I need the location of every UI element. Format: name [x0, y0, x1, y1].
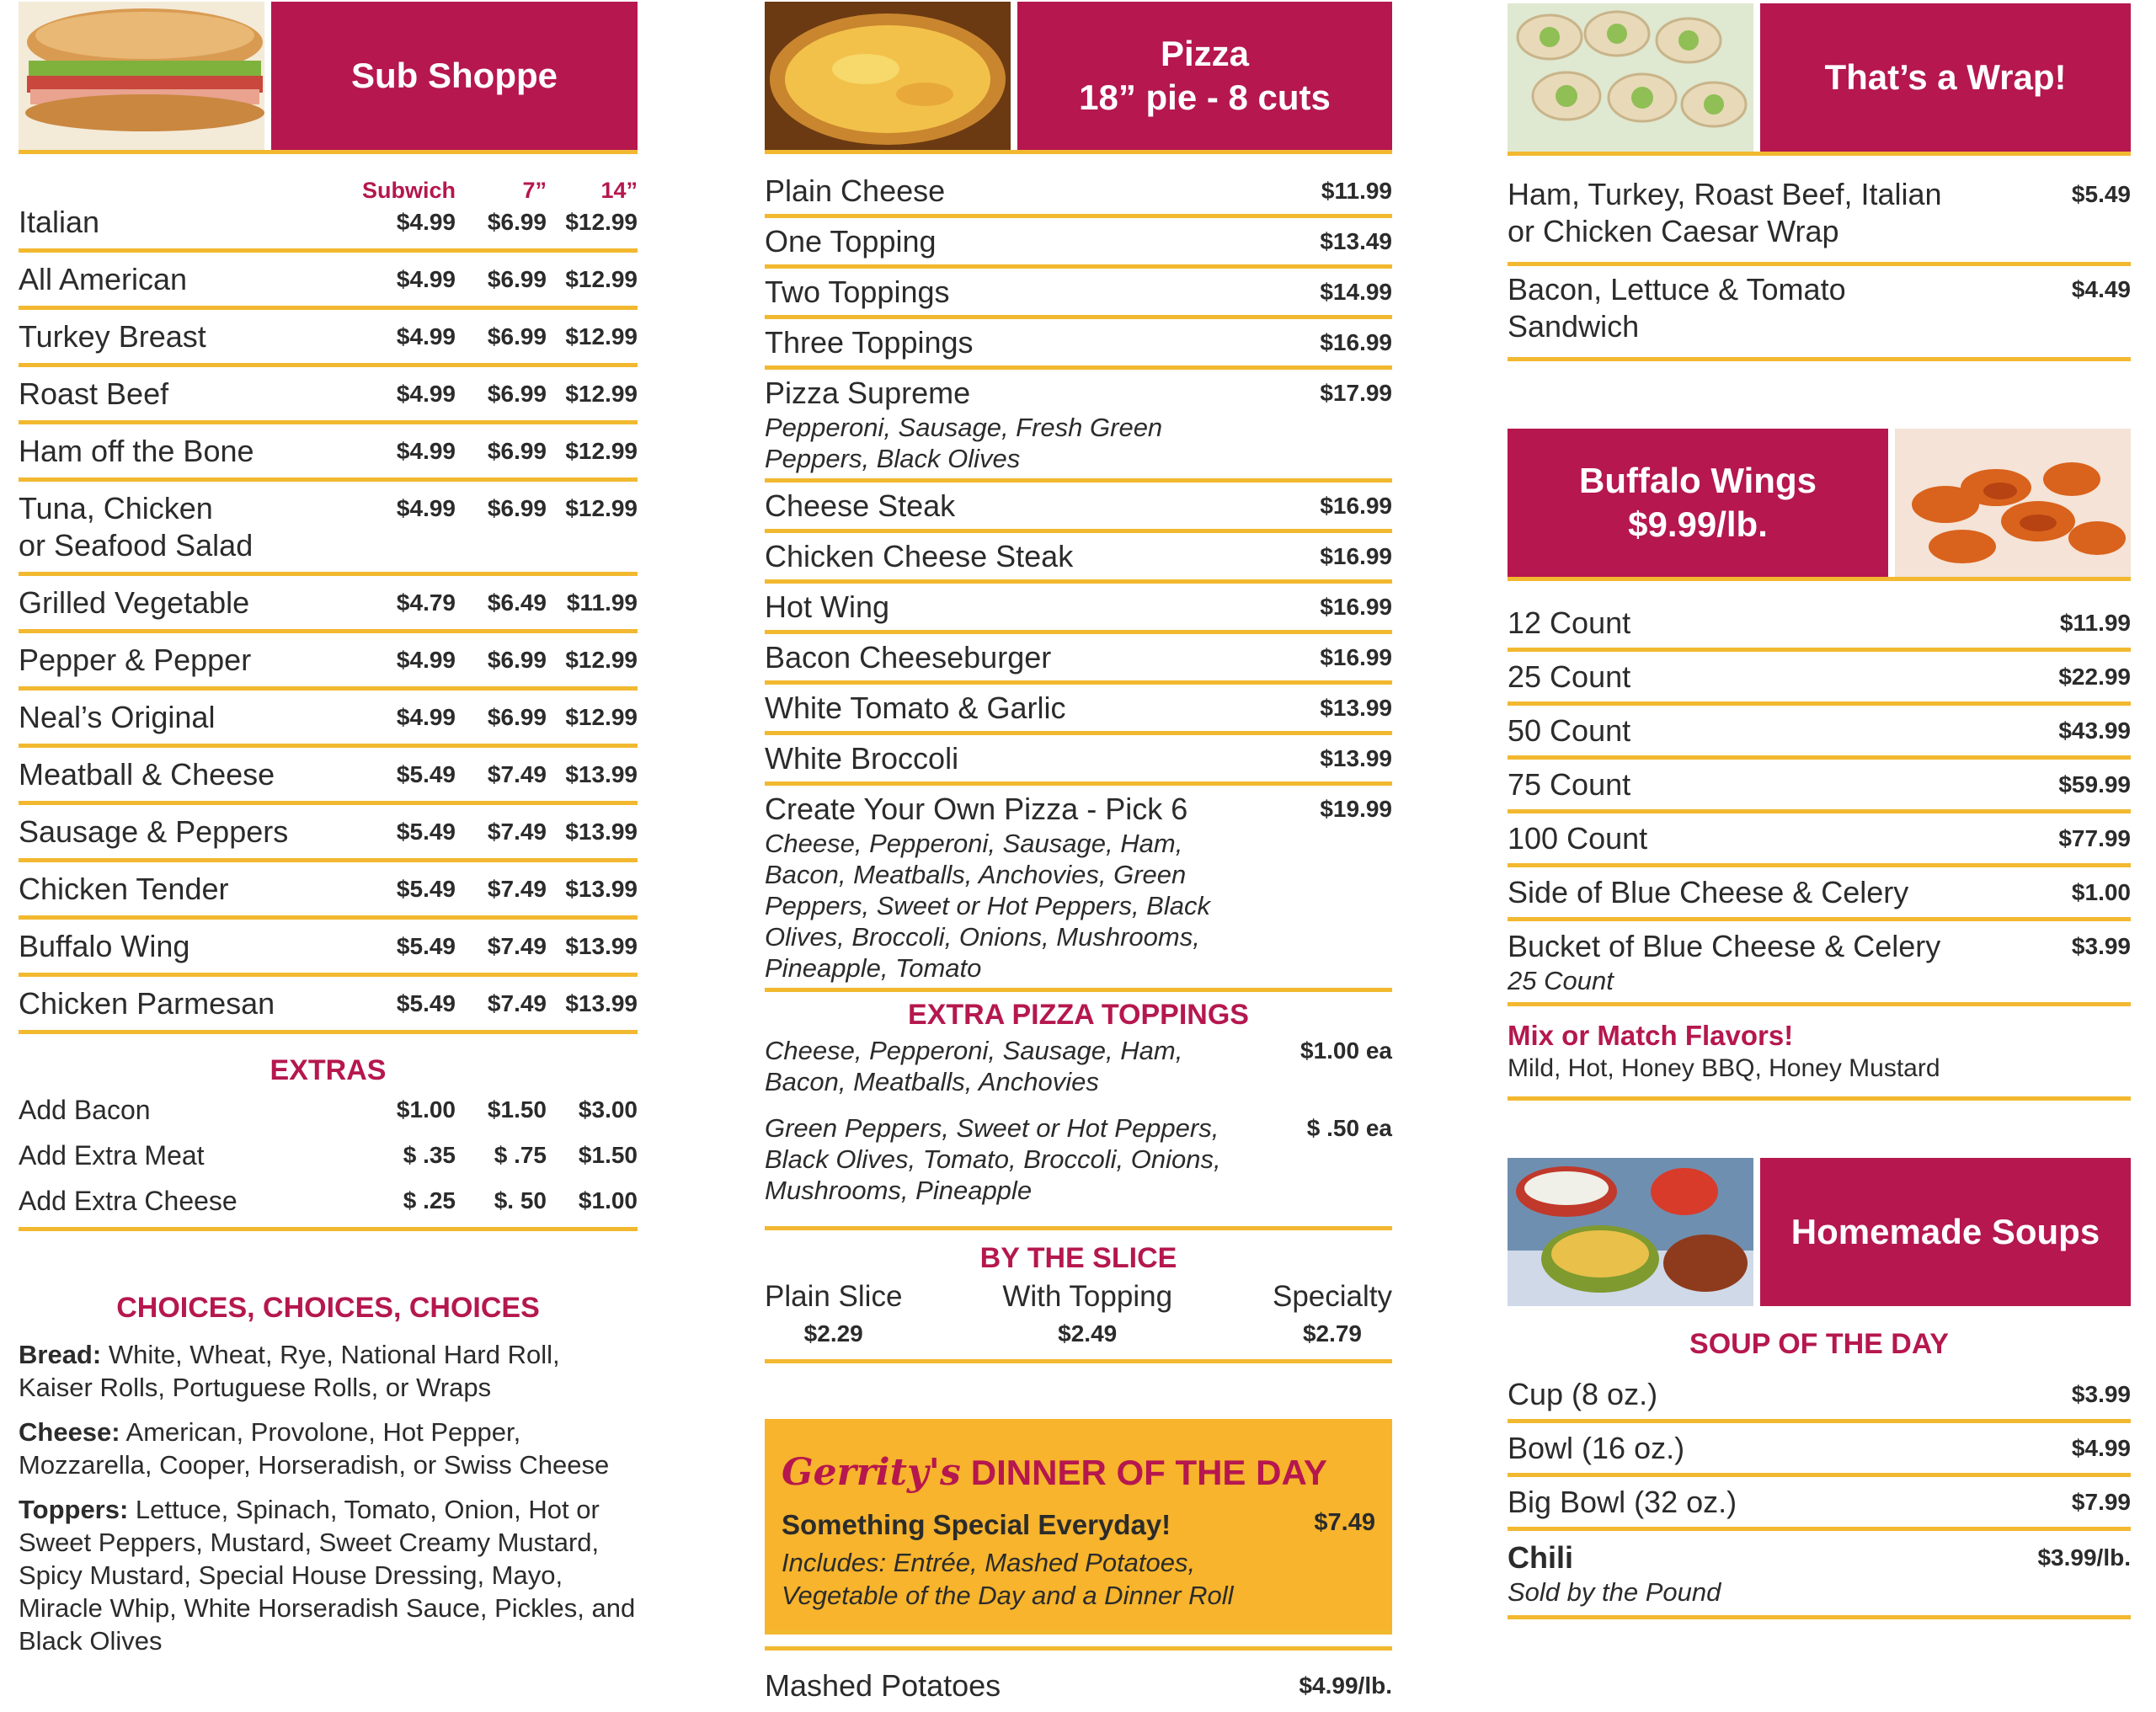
item-name-block [1508, 176, 2038, 250]
item-name: Hot Wing [765, 589, 890, 624]
pizza-item-row [765, 168, 1392, 218]
pizza-column [765, 0, 1392, 1712]
item-name-block [765, 274, 1274, 311]
item-price: $11.99 [2059, 610, 2131, 636]
sub-sandwich-photo [19, 2, 264, 150]
item-name-block [765, 690, 1274, 727]
extras-list [19, 1087, 638, 1224]
item-name: One Topping [765, 224, 937, 259]
sub-item-list [19, 204, 638, 1034]
dinner-title-row [782, 1419, 1375, 1494]
item-name-block [765, 375, 1274, 474]
item-name: Sausage & Peppers [19, 814, 289, 849]
extra-row [19, 1178, 638, 1224]
item-name: Ham, Turkey, Roast Beef, Italian [1508, 177, 1942, 211]
sub-item-row [19, 253, 638, 310]
item-price: $3.00 [578, 1096, 638, 1123]
slice-price: $2.29 [803, 1320, 863, 1347]
item-price: $16.99 [1320, 644, 1392, 670]
sub-shoppe-column [19, 0, 638, 1657]
item-name-block [19, 376, 356, 413]
item-price: $5.49 [396, 990, 456, 1016]
item-name: Turkey Breast [19, 319, 206, 354]
item-name-block [19, 584, 356, 621]
item-name: Side of Blue Cheese & Celery [1508, 875, 1909, 909]
soups-title: Homemade Soups [1760, 1158, 2131, 1306]
item-price: $6.49 [487, 589, 547, 616]
item-price: $4.99 [396, 704, 456, 730]
item-name: Italian [19, 205, 100, 239]
divider [19, 150, 638, 154]
pizza-header [765, 2, 1392, 150]
chili-name-block [1508, 1539, 2037, 1608]
sub-item-row [19, 805, 638, 862]
item-price: $12.99 [565, 495, 638, 521]
sub-shoppe-title: Sub Shoppe [271, 2, 638, 150]
item-name: Add Extra Cheese [19, 1186, 237, 1216]
divider [19, 1227, 638, 1231]
item-name: Mashed Potatoes [765, 1668, 1001, 1703]
item-price: $4.49 [2071, 276, 2131, 302]
item-name: Create Your Own Pizza - Pick 6 [765, 792, 1188, 826]
extra-topping-row [765, 1032, 1392, 1109]
item-name: Ham off the Bone [19, 434, 254, 468]
item-price: $16.99 [1320, 493, 1392, 519]
item-price: $77.99 [2058, 825, 2131, 851]
dinner-headline-row [782, 1509, 1375, 1541]
soup-of-the-day-title: SOUP OF THE DAY [1689, 1328, 1949, 1360]
chili-row [1508, 1531, 2131, 1619]
extra-toppings-title: EXTRA PIZZA TOPPINGS [908, 999, 1249, 1031]
item-name-block [19, 699, 356, 736]
slice-prices [765, 1280, 1392, 1347]
item-price: $4.79 [396, 589, 456, 616]
item-name-block [765, 740, 1274, 777]
item-name: Tuna, Chicken [19, 491, 213, 525]
item-name: Three Toppings [765, 325, 974, 360]
item-price: $16.99 [1320, 329, 1392, 355]
item-price: $12.99 [565, 647, 638, 673]
bread-text: White, Wheat, Rye, National Hard Roll, Kaiser Rolls, Portuguese Rolls, or Wraps [19, 1340, 560, 1402]
item-name: Chili [1508, 1540, 1573, 1575]
item-price: $6.99 [487, 266, 547, 292]
wings-title [1508, 429, 1888, 577]
dinner-description: Includes: Entrée, Mashed Potatoes, Vegetable of the Day and a Dinner Roll [782, 1548, 1234, 1610]
sub-item-row [19, 367, 638, 424]
item-name-block [1508, 659, 2021, 696]
item-name: 75 Count [1508, 767, 1631, 802]
item-price: $5.49 [396, 933, 456, 959]
item-name: 100 Count [1508, 821, 1648, 856]
item-description: 25 Count [1508, 966, 1614, 995]
item-name-block [765, 639, 1274, 676]
item-description: Green Peppers, Sweet or Hot Peppers, Black Olives, Tomato, Broccoli, Onions, Mushrooms, Pineapple [765, 1113, 1221, 1205]
item-name: Buffalo Wing [19, 929, 190, 963]
pizza-item-row [765, 685, 1392, 735]
item-price: $13.99 [565, 761, 638, 787]
item-name-block [19, 985, 356, 1022]
item-name-block [19, 490, 356, 564]
item-price: $6.99 [487, 381, 547, 407]
item-name: Chicken Tender [19, 872, 229, 906]
item-price: $12.99 [565, 266, 638, 292]
pizza-title-line1: Pizza [1160, 34, 1250, 73]
item-price: $12.99 [565, 438, 638, 464]
sub-item-row [19, 691, 638, 748]
item-name-block [1508, 605, 2021, 642]
bread-label: Bread: [19, 1340, 102, 1369]
mashed-potatoes-row [765, 1659, 1392, 1712]
item-price: $6.99 [487, 495, 547, 521]
item-price: $4.99 [396, 438, 456, 464]
item-price: $5.49 [2071, 181, 2131, 207]
pizza-item-row [765, 483, 1392, 533]
item-price: $16.99 [1320, 543, 1392, 569]
pizza-item-list [765, 168, 1392, 992]
bread-choices [19, 1338, 638, 1404]
item-name-block [1508, 820, 2021, 857]
item-name: Roast Beef [19, 376, 169, 411]
item-price: $43.99 [2058, 717, 2131, 744]
slice-label: Plain Slice [765, 1280, 903, 1313]
item-price: $11.99 [566, 589, 638, 616]
item-price: $7.49 [487, 876, 547, 902]
divider [1508, 1096, 2131, 1101]
extra-row [19, 1133, 638, 1178]
item-name-block [19, 318, 356, 355]
item-price: $6.99 [487, 647, 547, 673]
sub-item-row [19, 748, 638, 805]
item-price: $7.49 [487, 990, 547, 1016]
item-name-line2: Sandwich [1508, 309, 1640, 344]
item-price: $4.99/lb. [1299, 1672, 1392, 1699]
divider [765, 150, 1392, 154]
slice-label: Specialty [1272, 1280, 1392, 1313]
size-header: 14” [600, 178, 638, 203]
pizza-item-row [765, 584, 1392, 634]
item-name-block [765, 538, 1274, 575]
item-name-block [19, 204, 356, 241]
sub-item-row [19, 204, 638, 253]
wing-item-row [1508, 652, 2131, 706]
item-name: Chicken Cheese Steak [765, 539, 1074, 573]
item-price: $12.99 [565, 209, 638, 235]
size-header: 7” [522, 178, 547, 203]
item-price: $6.99 [487, 438, 547, 464]
gerritys-logo: Gerrity's [782, 1451, 961, 1494]
item-name-block [19, 871, 356, 908]
extra-topping-row [765, 1109, 1392, 1218]
sub-item-row [19, 310, 638, 367]
buffalo-wings-photo [1895, 429, 2131, 577]
divider [1508, 152, 2131, 156]
item-name-block [19, 928, 356, 965]
wrap-item-list [1508, 171, 2131, 361]
item-price: $4.99 [2071, 1435, 2131, 1461]
item-price: $7.49 [487, 933, 547, 959]
by-the-slice-title: BY THE SLICE [979, 1242, 1177, 1274]
pizza-title [1017, 2, 1392, 150]
sub-item-row [19, 977, 638, 1034]
wrap-title: That’s a Wrap! [1760, 3, 2131, 152]
flavors-title: Mix or Match Flavors! [1508, 1020, 1794, 1051]
item-price: $1.00 ea [1300, 1037, 1392, 1064]
item-name-block [19, 433, 356, 470]
item-price: $5.49 [396, 819, 456, 845]
item-description: Cheese, Pepperoni, Sausage, Ham, Bacon, Meatballs, Anchovies [765, 1036, 1183, 1096]
item-price: $4.99 [396, 266, 456, 292]
item-price: $12.99 [565, 381, 638, 407]
item-name: All American [19, 262, 188, 296]
item-name: Cheese Steak [765, 488, 956, 523]
item-name: Big Bowl (32 oz.) [1508, 1485, 1737, 1519]
sub-item-row [19, 862, 638, 920]
wrap-photo [1508, 3, 1753, 152]
toppers-text: Lettuce, Spinach, Tomato, Onion, Hot or Sweet Peppers, Mustard, Sweet Creamy Mustard, Spicy Mustard, Special House Dressing, Mayo, Miracle Whip, White Horseradish Sauce, Pickles, and Black Olives [19, 1495, 636, 1656]
item-name-block [765, 791, 1274, 984]
item-price: $ .35 [403, 1142, 456, 1168]
item-price: $11.99 [1321, 178, 1392, 204]
item-price: $7.99 [2071, 1489, 2131, 1515]
item-name-block [1508, 271, 2038, 345]
soup-item-row [1508, 1477, 2131, 1531]
item-price: $6.99 [487, 323, 547, 349]
wing-item-row [1508, 706, 2131, 760]
pizza-item-row [765, 634, 1392, 685]
item-name: Neal’s Original [19, 700, 216, 734]
item-price: $13.99 [565, 819, 638, 845]
wings-header [1508, 429, 2131, 577]
item-price: $13.99 [565, 933, 638, 959]
item-name-block [1508, 712, 2021, 749]
size-header: Subwich [361, 178, 456, 203]
item-price: $3.99 [2071, 1381, 2131, 1407]
item-price: $ .50 ea [1306, 1115, 1392, 1141]
choices-title: CHOICES, CHOICES, CHOICES [116, 1292, 540, 1324]
flavors-block [1508, 1020, 2131, 1085]
slice-price: $2.49 [1058, 1320, 1118, 1347]
item-price: $22.99 [2058, 664, 2131, 690]
item-price: $4.99 [396, 381, 456, 407]
divider [765, 1226, 1392, 1230]
extra-toppings-list [765, 1032, 1392, 1218]
item-price: $5.49 [396, 761, 456, 787]
soups-photo [1508, 1158, 1753, 1306]
dinner-price: $7.49 [1314, 1509, 1375, 1536]
cheese-choices [19, 1416, 638, 1481]
item-name-block [1508, 928, 2021, 996]
toppers-choices [19, 1493, 638, 1657]
wing-item-row [1508, 598, 2131, 652]
wings-title-line1: Buffalo Wings [1579, 461, 1817, 500]
extra-row [19, 1087, 638, 1133]
slice-option [1273, 1280, 1392, 1347]
item-price: $7.49 [487, 819, 547, 845]
item-name: Meatball & Cheese [19, 757, 275, 792]
wraps-wings-soups-column [1508, 0, 2131, 1619]
item-price: $ .25 [403, 1187, 456, 1213]
divider [765, 1359, 1392, 1363]
item-price: $7.49 [487, 761, 547, 787]
item-name: Grilled Vegetable [19, 585, 250, 620]
item-description: Cheese, Pepperoni, Sausage, Ham, Bacon, Meatballs, Anchovies, Green Peppers, Sweet or Hot Peppers, Black Olives, Broccoli, Onions, Mushrooms, Pineapple, Tomato [765, 829, 1210, 983]
item-name-line2: or Seafood Salad [19, 528, 253, 563]
item-name: Pizza Supreme [765, 376, 971, 410]
wrap-header [1508, 3, 2131, 152]
dinner-of-the-day-box [765, 1419, 1392, 1635]
pizza-item-row [765, 533, 1392, 584]
item-name-block [765, 488, 1274, 525]
item-name: Two Toppings [765, 275, 950, 309]
sub-item-row [19, 482, 638, 576]
item-name: Cup (8 oz.) [1508, 1377, 1658, 1411]
soup-item-list [1508, 1369, 2131, 1531]
slice-option [765, 1280, 902, 1347]
item-price: $13.49 [1320, 228, 1392, 254]
item-price: $1.00 [396, 1096, 456, 1123]
item-price: $4.99 [396, 209, 456, 235]
wing-item-list [1508, 598, 2131, 1006]
wing-item-row [1508, 813, 2131, 867]
item-name: Chicken Parmesan [19, 986, 275, 1021]
toppers-label: Toppers: [19, 1495, 129, 1524]
item-price: $3.99 [2071, 933, 2131, 959]
item-name-line2: or Chicken Caesar Wrap [1508, 214, 1839, 248]
item-price: $12.99 [565, 704, 638, 730]
item-price: $6.99 [487, 209, 547, 235]
pizza-title-line2: 18” pie - 8 cuts [1079, 77, 1331, 117]
item-name: Bucket of Blue Cheese & Celery [1508, 929, 1941, 963]
pizza-item-row [765, 269, 1392, 319]
item-price: $13.99 [565, 876, 638, 902]
item-name-block [765, 223, 1274, 260]
wrap-item-row [1508, 171, 2131, 266]
pizza-item-row [765, 319, 1392, 370]
wing-item-row [1508, 921, 2131, 1006]
wing-item-row [1508, 760, 2131, 813]
item-price: $. 50 [494, 1187, 547, 1213]
item-price: $4.99 [396, 495, 456, 521]
item-price: $14.99 [1320, 279, 1392, 305]
item-name: Bacon, Lettuce & Tomato [1508, 272, 1846, 307]
item-name-block [19, 813, 356, 851]
item-price: $16.99 [1320, 594, 1392, 620]
item-name-block [19, 756, 356, 793]
soup-item-row [1508, 1423, 2131, 1477]
wings-title-line2: $9.99/lb. [1628, 504, 1768, 544]
pizza-item-row [765, 735, 1392, 786]
item-price: $4.99 [396, 647, 456, 673]
item-price: $59.99 [2058, 771, 2131, 797]
item-name: Bacon Cheeseburger [765, 640, 1052, 675]
item-price: $1.50 [487, 1096, 547, 1123]
dinner-title: DINNER OF THE DAY [970, 1452, 1327, 1492]
item-name-block [19, 642, 356, 679]
item-description: Pepperoni, Sausage, Fresh Green Peppers, Black Olives [765, 413, 1163, 473]
item-price: $ .75 [494, 1142, 547, 1168]
cheese-label: Cheese: [19, 1417, 120, 1447]
sub-shoppe-header [19, 2, 638, 150]
wrap-item-row [1508, 266, 2131, 361]
dinner-headline: Something Special Everyday! [782, 1509, 1171, 1540]
flavors-list: Mild, Hot, Honey BBQ, Honey Mustard [1508, 1054, 1940, 1082]
extras-title: EXTRAS [270, 1054, 387, 1086]
item-price: $17.99 [1320, 380, 1392, 406]
item-name: White Broccoli [765, 741, 959, 776]
item-name-block [1508, 874, 2021, 911]
item-name: Bowl (16 oz.) [1508, 1431, 1685, 1465]
item-name: Add Bacon [19, 1095, 151, 1125]
item-name: 50 Count [1508, 713, 1631, 748]
sub-item-row [19, 920, 638, 977]
item-name-block [1508, 766, 2021, 803]
pizza-photo [765, 2, 1011, 150]
size-column-headers [19, 178, 638, 204]
item-name: Pepper & Pepper [19, 643, 252, 677]
item-price: $12.99 [565, 323, 638, 349]
cheese-text: American, Provolone, Hot Pepper, Mozzarella, Cooper, Horseradish, or Swiss Cheese [19, 1417, 610, 1480]
item-price: $6.99 [487, 704, 547, 730]
slice-label: With Topping [1002, 1280, 1173, 1313]
sub-item-row [19, 633, 638, 691]
item-name: Plain Cheese [765, 173, 946, 208]
item-price: $3.99/lb. [2037, 1544, 2131, 1571]
item-price: $4.99 [396, 323, 456, 349]
soups-header [1508, 1158, 2131, 1306]
item-name-block [19, 261, 356, 298]
item-name-block [765, 173, 1274, 210]
pizza-item-row [765, 370, 1392, 483]
item-price: $13.99 [1320, 745, 1392, 771]
item-price: $13.99 [565, 990, 638, 1016]
sub-item-row [19, 576, 638, 633]
item-name-block [765, 324, 1274, 361]
soup-item-row [1508, 1369, 2131, 1423]
pizza-item-row [765, 218, 1392, 269]
item-name: Add Extra Meat [19, 1140, 205, 1171]
item-description: Sold by the Pound [1508, 1577, 1721, 1607]
item-name: 25 Count [1508, 659, 1631, 694]
wing-item-row [1508, 867, 2131, 921]
item-price: $1.50 [578, 1142, 638, 1168]
item-price: $5.49 [396, 876, 456, 902]
slice-option [1002, 1280, 1172, 1347]
item-price: $19.99 [1320, 796, 1392, 822]
slice-price: $2.79 [1302, 1320, 1363, 1347]
pizza-item-row [765, 786, 1392, 992]
item-name-block [765, 589, 1274, 626]
sub-item-row [19, 424, 638, 482]
divider [765, 1646, 1392, 1651]
item-price: $13.99 [1320, 695, 1392, 721]
item-price: $1.00 [578, 1187, 638, 1213]
item-name: 12 Count [1508, 605, 1631, 640]
item-price: $1.00 [2071, 879, 2131, 905]
divider [1508, 577, 2131, 581]
item-name: White Tomato & Garlic [765, 691, 1066, 725]
